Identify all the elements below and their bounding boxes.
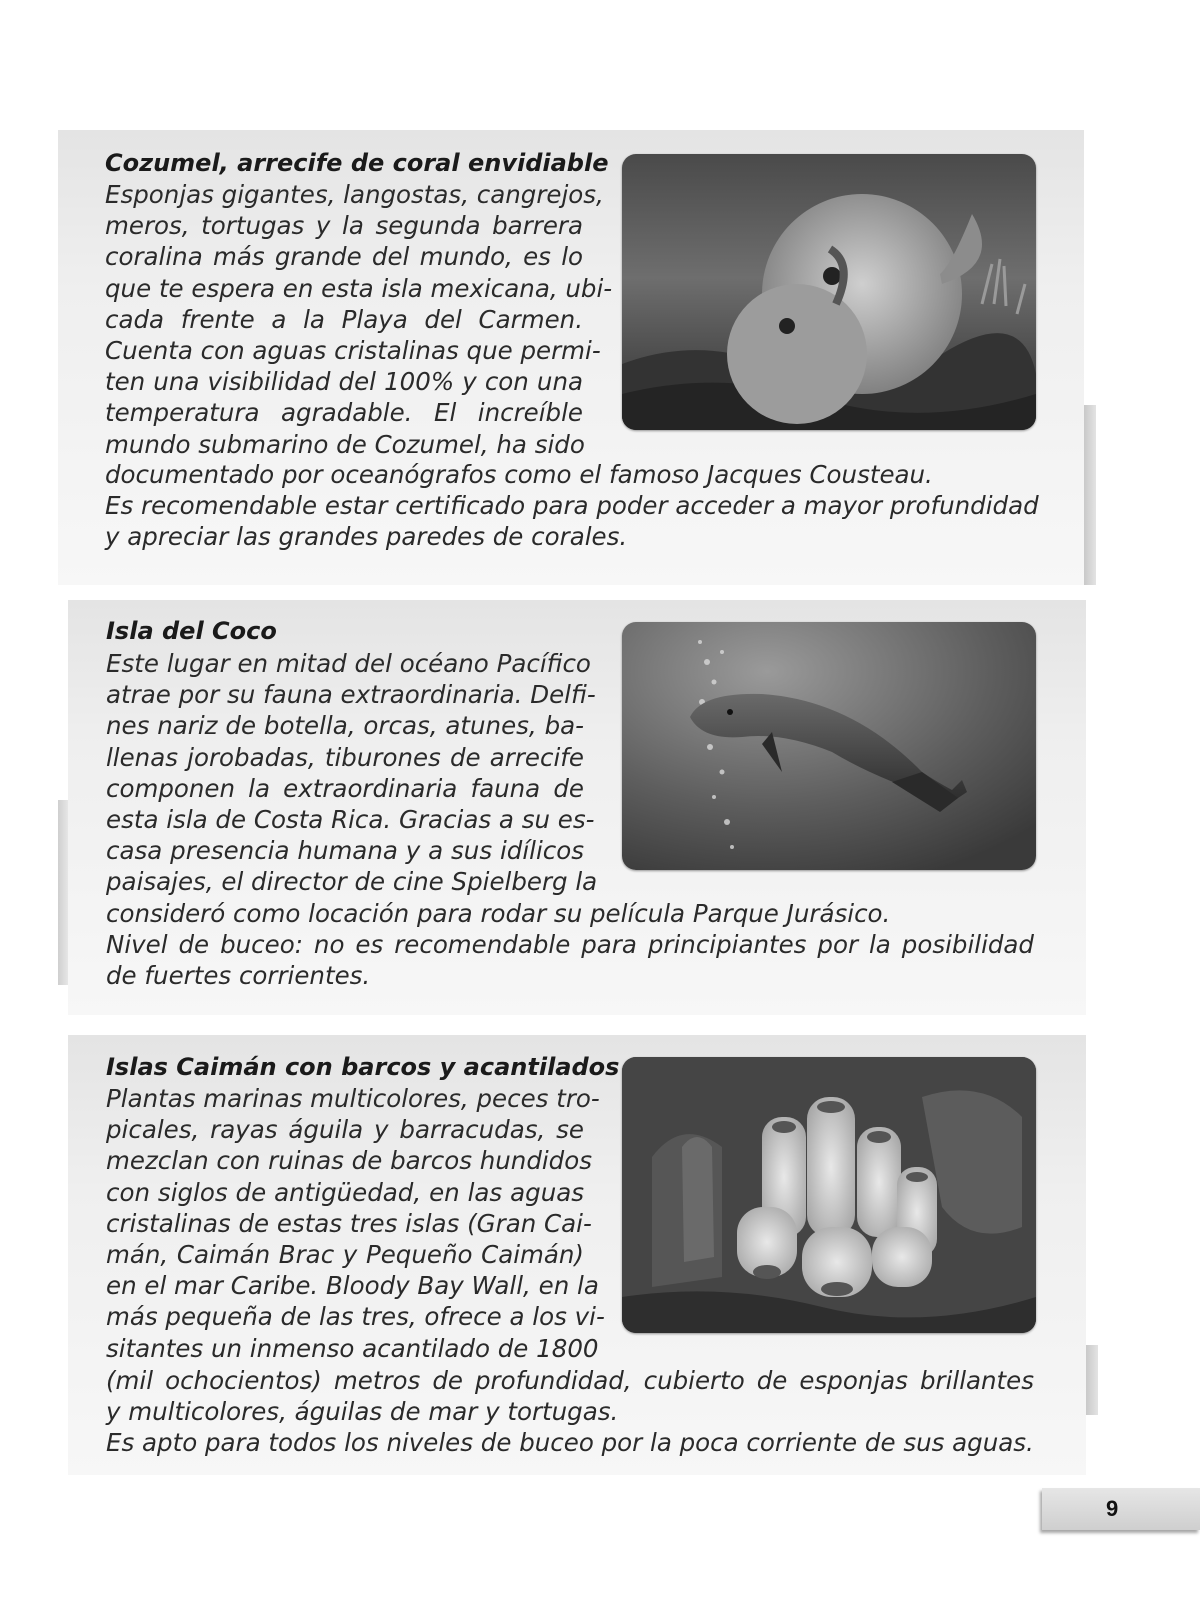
section-body: [106, 648, 598, 898]
section-isla-del-coco: [68, 600, 1086, 1015]
text-line: llenas jorobadas, tiburones de arrecife: [106, 742, 584, 772]
text-line: Nivel de buceo: no es recomendable para principiantes por la posibilidad: [106, 930, 1034, 960]
section-title: Cozumel, arrecife de coral envidiable: [105, 149, 609, 177]
section-cozumel: [58, 130, 1084, 585]
section-title: Isla del Coco: [106, 617, 277, 645]
text-line: sitantes un inmenso acantilado de 1800: [106, 1333, 599, 1363]
text-line: esta isla de Costa Rica. Gracias a su es-: [106, 805, 595, 835]
text-line: casa presencia humana y a sus idílicos: [106, 836, 584, 866]
text-line: más pequeña de las tres, ofrece a los vi-: [106, 1302, 605, 1332]
text-line: componen la extraordinaria fauna de: [106, 773, 584, 803]
text-line: documentado por oceanógrafos como el famoso Jacques Cousteau.: [105, 460, 933, 489]
dolphin-photo: [622, 622, 1036, 870]
page-fold: [1086, 1345, 1098, 1415]
page-fold: [58, 800, 68, 985]
text-line: mundo submarino de Cozumel, ha sido: [105, 429, 585, 459]
text-line: en el mar Caribe. Bloody Bay Wall, en la: [106, 1271, 599, 1301]
text-line: mán, Caimán Brac y Pequeño Caimán): [106, 1240, 584, 1270]
section-islas-caiman: [68, 1035, 1086, 1475]
text-line: nes nariz de botella, orcas, atunes, ba-: [106, 711, 584, 741]
text-line: Este lugar en mitad del océano Pacífico: [106, 649, 591, 678]
text-line: cristalinas de estas tres islas (Gran Cai-: [106, 1208, 592, 1238]
film-line-suffix: .: [882, 899, 891, 928]
section-title: Islas Caimán con barcos y acantilados: [106, 1053, 620, 1081]
sponge-coral-photo: [622, 1057, 1036, 1333]
text-line: Plantas marinas multicolores, peces tro-: [106, 1084, 600, 1113]
film-title: Parque Jurásico: [692, 899, 883, 928]
text-line: (mil ochocientos) metros de profundidad, cubierto de esponjas brillantes: [106, 1366, 1034, 1395]
text-line: meros, tortugas y la segunda barrera: [105, 211, 583, 241]
text-line: con siglos de antigüedad, en las aguas: [106, 1177, 584, 1207]
text-line: Es recomendable estar certificado para poder acceder a mayor profundidad: [105, 491, 1039, 521]
text-line: picales, rayas águila y barracudas, se: [106, 1115, 584, 1145]
text-line: coralina más grande del mundo, es lo: [105, 242, 583, 272]
text-line: Esponjas gigantes, langostas, cangrejos,: [105, 180, 604, 209]
text-line: atrae por su fauna extraordinaria. Delfi-: [106, 680, 596, 710]
section-body-wide: [106, 1365, 1034, 1459]
text-line: [106, 898, 1034, 929]
film-line-prefix: consideró como locación para rodar su película: [106, 899, 693, 928]
text-line: mezclan con ruinas de barcos hundidos: [106, 1146, 592, 1176]
section-body-wide: [106, 898, 1034, 992]
angelfish-photo: [622, 154, 1036, 430]
text-line: Es apto para todos los niveles de buceo por la poca corriente de sus aguas.: [106, 1428, 1034, 1458]
section-body: [105, 179, 613, 460]
text-line: y multicolores, águilas de mar y tortugas.: [106, 1397, 619, 1427]
text-line: ten una visibilidad del 100% y con una: [105, 367, 583, 397]
text-line: temperatura agradable. El increíble: [105, 398, 583, 428]
section-body-wide: [105, 459, 1039, 553]
text-line: cada frente a la Playa del Carmen.: [105, 304, 583, 334]
text-line: de fuertes corrientes.: [106, 961, 371, 991]
page-fold: [1084, 405, 1096, 585]
text-line: Cuenta con aguas cristalinas que permi-: [105, 336, 601, 366]
page-number: 9: [1042, 1488, 1200, 1530]
text-line: y apreciar las grandes paredes de corales.: [105, 522, 628, 552]
text-line: paisajes, el director de cine Spielberg la: [106, 867, 598, 897]
section-body: [106, 1083, 605, 1364]
text-line: que te espera en esta isla mexicana, ubi-: [105, 273, 613, 303]
